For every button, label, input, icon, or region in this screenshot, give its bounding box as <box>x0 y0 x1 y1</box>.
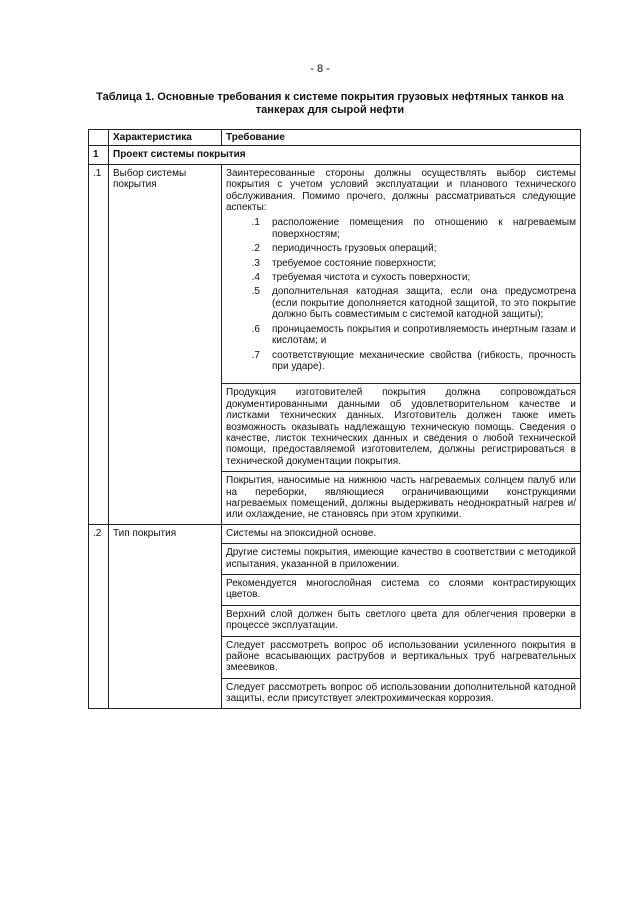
list-item <box>226 324 576 347</box>
table-header-row <box>89 130 581 146</box>
row-num: .1 <box>89 164 109 524</box>
row-characteristic: Выбор системы покрытия <box>109 164 222 524</box>
aspect-text: проницаемость покрытия и сопротивляемость инертным газам и кислотам; и <box>272 323 576 347</box>
requirement-block <box>222 168 580 385</box>
aspect-num: .3 <box>251 257 260 269</box>
list-item <box>226 286 576 320</box>
aspect-text: требуемое состояние поверхности; <box>272 257 437 269</box>
aspect-num: .2 <box>251 243 260 255</box>
aspects-list <box>226 217 576 379</box>
requirement-intro: Заинтересованные стороны должны осуществлять выбор системы покрытия с учетом условий эксплуатации и планового технического обслуживания. Помимо прочего, должны рассматриваться следующие аспекты: <box>226 167 576 214</box>
requirement-paragraph: Следует рассмотреть вопрос об использовании усиленного покрытия в районе всасывающих раструбов и вертикальных труб нагревательных змеевиков. <box>222 640 580 679</box>
requirement-paragraph: Продукция изготовителей покрытия должна сопровождаться документированными данными об удовлетворительном качестве и листками технических данных. Изготовитель должен также иметь возможность оказывать надлежащую техническую помощь. Сведения о качестве, листок технических данных и сведения о любой технической помощи, предоставляемой изготовителем, должны регистрироваться в технической документации покрытия. <box>222 387 580 472</box>
table-title: Таблица 1. Основные требования к системе покрытия грузовых нефтяных танков на танкерах для сырой нефти <box>96 91 564 116</box>
row-num: .2 <box>89 524 109 708</box>
requirement-paragraph: Рекомендуется многослойная система со слоями контрастирующих цветов. <box>222 578 580 606</box>
aspect-text: расположение помещения по отношению к нагреваемым поверхностям; <box>272 217 576 240</box>
aspect-num: .1 <box>251 217 260 229</box>
requirement-paragraph: Верхний слой должен быть светлого цвета для облегчения проверки в процессе эксплуатации. <box>222 609 580 637</box>
page-number: - 8 - <box>310 63 330 75</box>
header-characteristic: Характеристика <box>109 130 222 146</box>
list-item <box>226 243 576 254</box>
header-num <box>89 130 109 146</box>
list-item <box>226 217 576 240</box>
aspect-num: .5 <box>251 286 260 298</box>
section-num: 1 <box>89 146 109 164</box>
section-row <box>89 146 581 164</box>
aspect-text: требуемая чистота и сухость поверхности; <box>272 272 471 284</box>
header-requirement: Требование <box>222 130 581 146</box>
aspect-text: периодичность грузовых операций; <box>272 243 437 255</box>
table-row <box>89 524 581 708</box>
requirement-paragraph: Покрытия, наносимые на нижнюю часть нагреваемых солнцем палуб или на переборки, являющиеся ограничивающими конструкциями нагреваемых помещений, должны выдерживать неоднократный нагрев и/или охлаждение, не становясь при этом хрупкими. <box>226 475 576 521</box>
aspect-text: дополнительная катодная защита, если она предусмотрена (если покрытие дополняется катодной защитой, то это покрытие должно быть совместимым с системой катодной защиты); <box>272 286 576 321</box>
aspect-text: соответствующие механические свойства (гибкость, прочность при ударе). <box>272 349 576 372</box>
row-requirement <box>222 524 581 708</box>
list-item <box>226 350 576 373</box>
table-row <box>89 164 581 524</box>
row-requirement <box>222 164 581 524</box>
requirement-paragraph: Следует рассмотреть вопрос об использовании дополнительной катодной защиты, если присутствует электрохимическая коррозия. <box>226 681 576 705</box>
requirements-table <box>88 129 581 709</box>
requirement-paragraph: Другие системы покрытия, имеющие качество в соответствии с методикой испытания, указанной в приложении. <box>222 547 580 575</box>
list-item <box>226 258 576 269</box>
aspect-num: .4 <box>251 272 260 284</box>
list-item <box>226 272 576 283</box>
row-characteristic: Тип покрытия <box>109 524 222 708</box>
requirement-paragraph: Системы на эпоксидной основе. <box>222 528 580 544</box>
aspect-num: .6 <box>251 323 260 335</box>
section-title: Проект системы покрытия <box>109 146 581 164</box>
aspect-num: .7 <box>251 349 260 361</box>
